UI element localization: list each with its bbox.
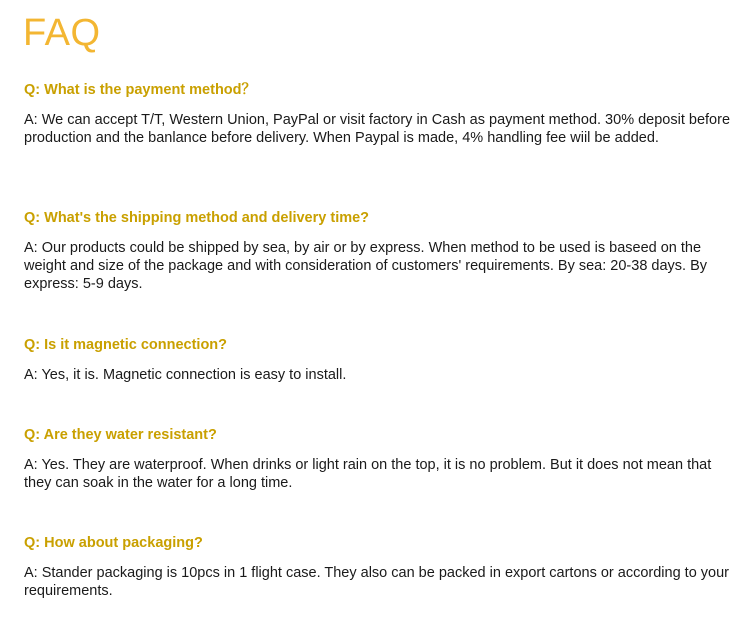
- faq-question: Q: Are they water resistant?: [24, 427, 217, 443]
- faq-item-payment: [24, 81, 732, 147]
- faq-answer: A: Stander packaging is 10pcs in 1 flight case. They also can be packed in export cartons or according to your requirements.: [24, 565, 729, 599]
- faq-answer: A: We can accept T/T, Western Union, PayPal or visit factory in Cash as payment method. 30% deposit before production and the banlance before delivery. When Paypal is made, 4% handling fee wiil be added.: [24, 112, 731, 146]
- faq-question: Q: How about packaging?: [24, 535, 203, 551]
- faq-question: Q: Is it magnetic connection?: [24, 337, 228, 353]
- faq-item-packaging: [24, 534, 732, 600]
- faq-item-water-resistant: [24, 426, 732, 492]
- faq-answer: A: Yes. They are waterproof. When drinks or light rain on the top, it is no problem. But it does not mean that they can soak in the water for a long time.: [24, 457, 712, 491]
- page-title: FAQ: [23, 12, 101, 54]
- faq-answer: A: Yes, it is. Magnetic connection is easy to install.: [24, 367, 347, 383]
- faq-item-magnetic: [24, 336, 732, 384]
- faq-question: Q: What is the payment method？: [24, 82, 257, 98]
- faq-answer: A: Our products could be shipped by sea, by air or by express. When method to be used is baseed on the weight and size of the package and with consideration of customers' requirements. By sea: 20-38 days. By express: 5-9 days.: [24, 240, 708, 292]
- faq-question: Q: What's the shipping method and delivery time?: [24, 210, 370, 226]
- faq-item-shipping: [24, 209, 732, 293]
